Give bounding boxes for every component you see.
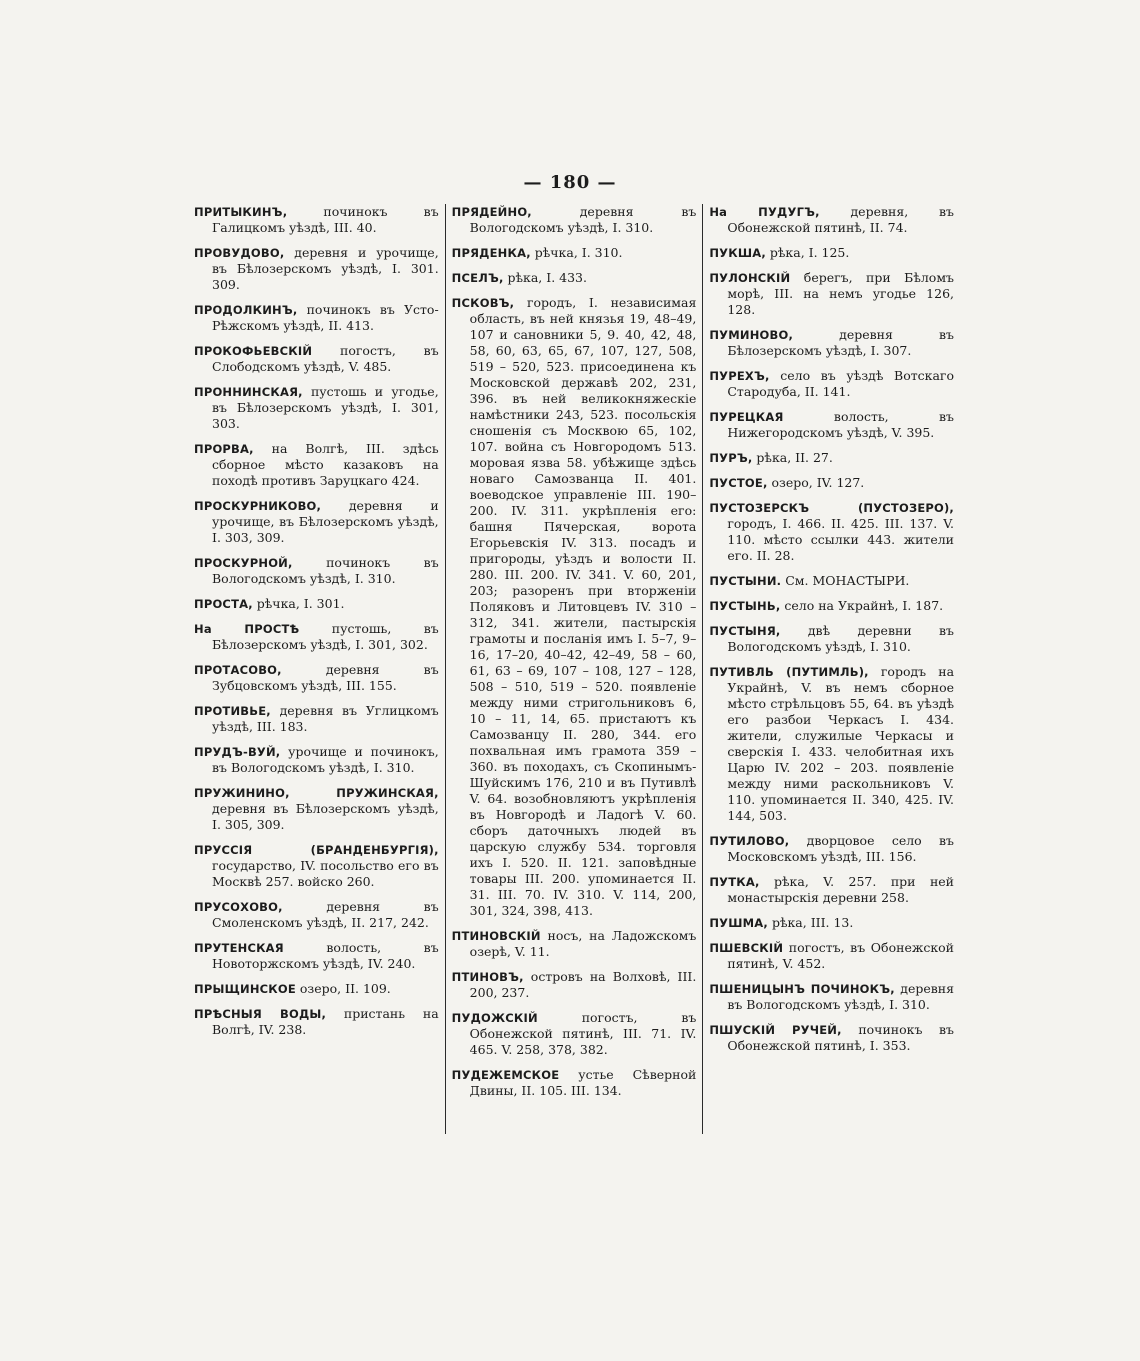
index-entry [709,940,954,972]
entry-text: носъ, на Ладожскомъ озерѣ, V. 11. [469,928,697,959]
index-entry [194,441,439,489]
entry-headword: ПУТКА, [709,875,760,889]
index-entry [709,915,954,931]
entry-text: городъ, I. независимая область, въ ней князья 19, 48–49, 107 и сановники 5, 9. 40, 42, 48, 58, 60, 63, 65, 67, 107, 127, 508, 519 – 520, 523. присоединена къ Московской державѣ 202, 231, 396. въ ней великокняжескіе намѣстники 243, 523. посольскія сношенія съ Москвою 65, 102, 107. война съ Новгородомъ 513. моровая язва 58. убѣжище здѣсь новаго Самозванца II. 401. воеводское управленіе III. 190–200. IV. 311. укрѣпленія его: башня Пячерская, ворота Егорьевскія IV. 313. посадъ и пригороды, уѣздъ и волости II. 280. III. 200. IV. 341. V. 60, 201, 203; разоренъ при вторженіи Поляковъ и Литовцевъ IV. 310 – 312, 341. жители, пастырскія грамоты и посланія имъ I. 5–7, 9–16, 17–20, 40–42, 42–49, 58 – 60, 61, 63 – 69, 107 – 108, 127 – 128, 508 – 510, 519 – 520. появленіе между ними стригольниковъ 6, 10 – 11, 14, 65. пристаютъ къ Самозванцу II. 280, 344. его похвальная имъ грамота 359 – 360. въ походахъ, съ Скопинымъ-Шуйскимъ 176, 210 и въ Путивлѣ V. 64. возобновляютъ укрѣпленія въ Новгородѣ и Ладогѣ V. 60. сборъ даточныхъ людей въ царскую службу 534. торговля ихъ I. 520. II. 121. заповѣдные товары III. 200. упоминается II. 31. III. 70. IV. 310. V. 114, 200, 301, 324, 398, 413. [469,295,697,918]
index-entry [194,498,439,546]
entry-text: деревня и урочище, въ Бѣлозерскомъ уѣздѣ, I. 301. 309. [212,245,439,292]
entry-text: погостъ, въ Обонежской пятинѣ, III. 71. IV. 465. V. 258, 378, 382. [469,1010,697,1057]
entry-text: погостъ, въ Обонежской пятинѣ, V. 452. [727,940,955,971]
entry-headword: ПШЕВСКІЙ [709,941,784,955]
entry-headword: ПУДОЖСКІЙ [451,1011,538,1025]
entry-headword: ПУРЕХЪ, [709,369,770,383]
page-number: — 180 — [523,172,617,193]
index-entry [194,596,439,612]
entry-text: починокъ въ Обонежской пятинѣ, I. 353. [727,1022,955,1053]
entry-headword: ПУСТЫНИ. [709,574,782,588]
index-entry [709,1022,954,1054]
entry-headword: На ПУДУГЪ, [709,205,820,219]
entry-text: пристань на Волгѣ, IV. 238. [212,1006,439,1037]
entry-text: починокъ въ Усто-Рѣжскомъ уѣздѣ, II. 413. [212,302,439,333]
index-entry [452,928,697,960]
entry-text: берегъ, при Бѣломъ морѣ, III. на немъ угодье 126, 128. [727,270,955,317]
entry-text: См. МОНАСТЫРИ. [781,573,910,588]
entry-text: озеро, II. 109. [295,981,391,996]
entry-headword: ПУСТЫНЬ, [709,599,781,613]
index-entry [709,623,954,655]
index-entry [194,785,439,833]
entry-text: урочище и починокъ, въ Вологодскомъ уѣздѣ, I. 310. [212,744,439,775]
entry-text: рѣка, V. 257. при ней монастырскія деревни 258. [727,874,955,905]
column-left [188,204,445,1134]
entry-text: двѣ деревни въ Вологодскомъ уѣздѣ, I. 310. [727,623,955,654]
entry-headword: ПУКША, [709,246,766,260]
entry-headword: ПУТИЛОВО, [709,834,790,848]
entry-headword: ПРОТИВЬЕ, [194,704,271,718]
entry-headword: ПШЕНИЦЫНЪ ПОЧИНОКЪ, [709,982,895,996]
entry-text: устье Сѣверной Двины, II. 105. III. 134. [469,1067,697,1098]
entry-text: село въ уѣздѣ Вотскаго Стародуба, II. 141. [727,368,955,399]
index-entry [194,662,439,694]
entry-headword: ПУРЕЦКАЯ [709,410,784,424]
column-right [702,204,960,1134]
entry-text: островъ на Волховѣ, III. 200, 237. [469,969,697,1000]
entry-headword: ПУЛОНСКІЙ [709,271,791,285]
index-entry [194,899,439,931]
index-entry [452,245,697,261]
index-entry [194,940,439,972]
index-entry [194,703,439,735]
entry-headword: ПШУСКІЙ РУЧЕЙ, [709,1023,842,1037]
entry-text: рѣка, II. 27. [752,450,833,465]
entry-headword: ПРОСТА, [194,597,253,611]
entry-text: деревня въ Смоленскомъ уѣздѣ, II. 217, 242. [212,899,439,930]
index-entry [709,450,954,466]
entry-headword: ПРОДОЛКИНЪ, [194,303,298,317]
entry-headword: ПРОРВА, [194,442,254,456]
entry-text: деревня, въ Обонежской пятинѣ, II. 74. [727,204,954,235]
entry-headword: ПУРЪ, [709,451,753,465]
index-entry [709,833,954,865]
entry-headword: ПРЯДЕЙНО, [451,205,532,219]
index-entry [709,245,954,261]
index-entry [709,981,954,1013]
index-entry [709,475,954,491]
index-entry [709,874,954,906]
index-entry [452,270,697,286]
entry-headword: ПРИТЫКИНЪ, [194,205,288,219]
entry-text: починокъ въ Вологодскомъ уѣздѣ, I. 310. [212,555,439,586]
entry-text: деревня въ Углицкомъ уѣздѣ, III. 183. [212,703,439,734]
index-entry [709,327,954,359]
entry-headword: ПУСТОЕ, [709,476,768,490]
entry-headword: ПУМИНОВО, [709,328,794,342]
entry-text: пустошь, въ Бѣлозерскомъ уѣздѣ, I. 301, 302. [212,621,439,652]
entry-headword: ПУСТЫНЯ, [709,624,781,638]
entry-text: рѣка, I. 125. [765,245,850,260]
index-entry [194,842,439,890]
entry-headword: ПРОВУДОВО, [194,246,285,260]
entry-text: погостъ, въ Слободскомъ уѣздѣ, V. 485. [212,343,439,374]
index-entry [709,664,954,824]
entry-text: деревня въ Вологодскомъ уѣздѣ, I. 310. [469,204,697,235]
entry-text: деревня въ Вологодскомъ уѣздѣ, I. 310. [727,981,955,1012]
index-columns [188,204,960,1134]
entry-text: рѣка, III. 13. [767,915,854,930]
index-entry [194,621,439,653]
entry-text: рѣка, I. 433. [503,270,587,285]
index-entry [709,598,954,614]
index-entry [709,573,954,589]
index-entry [194,744,439,776]
entry-headword: ПУСТОЗЕРСКЪ (ПУСТОЗЕРО), [709,501,955,515]
entry-text: городъ на Украйнѣ, V. въ немъ сборное мѣсто стрѣльцовъ 55, 64. въ уѣздѣ его разбои Черкасъ I. 434. жители, служилые Черкасы и сверскія I. 433. челобитная ихъ Царю IV. 202 – 203. появленіе между ними раскольниковъ V. 110. упоминается II. 340, 425. IV. 144, 503. [727,664,955,823]
entry-text: рѣчка, I. 301. [252,596,345,611]
entry-text: деревня въ Бѣлозерскомъ уѣздѣ, I. 305, 309. [212,801,439,832]
entry-headword: ПРОКОФЬЕВСКІЙ [194,344,313,358]
index-entry [452,1067,697,1099]
index-entry [452,295,697,919]
entry-headword: ПРОТАСОВО, [194,663,282,677]
index-entry [194,1006,439,1038]
entry-text: деревня и урочище, въ Бѣлозерскомъ уѣздѣ, I. 303, 309. [212,498,439,545]
index-entry [194,343,439,375]
entry-headword: ПРѢСНЫЯ ВОДЫ, [194,1007,327,1021]
entry-headword: ПУШМА, [709,916,768,930]
entry-headword: ПТИНОВЪ, [451,970,524,984]
entry-headword: ПРУСОХОВО, [194,900,283,914]
entry-headword: ПРОСКУРНИКОВО, [194,499,322,513]
entry-text: волость, въ Новоторжскомъ уѣздѣ, IV. 240. [212,940,439,971]
index-entry [194,245,439,293]
index-entry [709,270,954,318]
index-entry [452,969,697,1001]
entry-headword: ПТИНОВСКІЙ [451,929,541,943]
index-entry [194,981,439,997]
index-entry [194,302,439,334]
index-entry [709,204,954,236]
index-entry [709,368,954,400]
entry-text: деревня въ Бѣлозерскомъ уѣздѣ, I. 307. [727,327,955,358]
entry-headword: ПРУТЕНСКАЯ [194,941,284,955]
entry-headword: ПРУДЪ-ВУЙ, [194,745,281,759]
entry-headword: ПУДЕЖЕМСКОЕ [451,1068,560,1082]
entry-headword: ПРУССІЯ (БРАНДЕНБУРГІЯ), [194,843,439,857]
index-entry [452,204,697,236]
entry-text: починокъ въ Галицкомъ уѣздѣ, III. 40. [212,204,439,235]
entry-text: рѣчка, I. 310. [530,245,623,260]
entry-text: государство, IV. посольство его въ Москвѣ 257. войско 260. [212,858,439,889]
entry-text: село на Украйнѣ, I. 187. [780,598,944,613]
column-middle [445,204,703,1134]
index-entry [709,409,954,441]
index-entry [194,204,439,236]
entry-headword: ПРЯДЕНКА, [451,246,531,260]
index-entry [452,1010,697,1058]
entry-headword: ПРОСКУРНОЙ, [194,556,293,570]
entry-text: волость, въ Нижегородскомъ уѣздѣ, V. 395. [727,409,955,440]
entry-headword: На ПРОСТѢ [194,622,300,636]
entry-headword: ПСКОВЪ, [451,296,515,310]
entry-headword: ПРУЖИНИНО, ПРУЖИНСКАЯ, [194,786,439,800]
index-entry [194,384,439,432]
entry-text: деревня въ Зубцовскомъ уѣздѣ, III. 155. [212,662,439,693]
entry-text: на Волгѣ, III. здѣсь сборное мѣсто казаковъ на походѣ противъ Заруцкаго 424. [212,441,439,488]
entry-text: дворцовое село въ Московскомъ уѣздѣ, III. 156. [727,833,955,864]
entry-text: городъ, I. 466. II. 425. III. 137. V. 110. мѣсто ссылки 443. жители его. II. 28. [727,516,955,563]
entry-text: пустошь и угодье, въ Бѣлозерскомъ уѣздѣ, I. 301, 303. [212,384,439,431]
entry-text: озеро, IV. 127. [767,475,865,490]
entry-headword: ПРОННИНСКАЯ, [194,385,303,399]
index-entry [709,500,954,564]
entry-headword: ПРЫЩИНСКОЕ [194,982,296,996]
entry-headword: ПУТИВЛЬ (ПУТИМЛЬ), [709,665,869,679]
index-entry [194,555,439,587]
entry-headword: ПСЕЛЪ, [451,271,504,285]
